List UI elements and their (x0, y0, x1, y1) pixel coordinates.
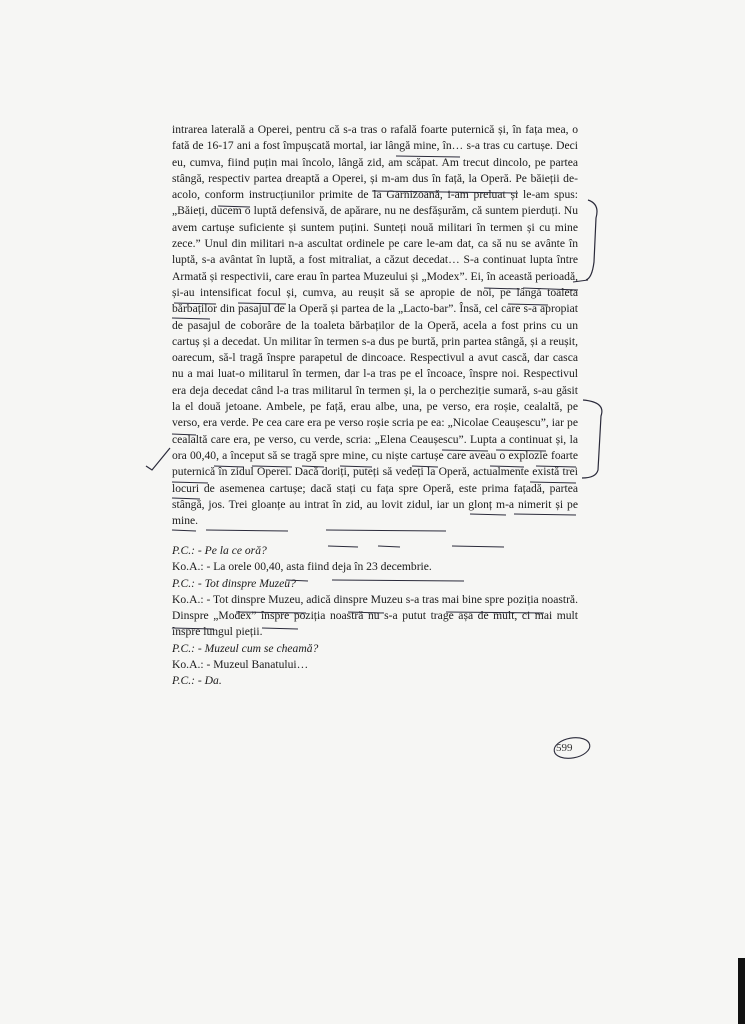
dialogue-line (172, 641, 578, 657)
checkmark-icon (146, 448, 170, 470)
underline-icon (172, 530, 196, 531)
dialogue-text: - Pe la ce oră? (197, 544, 267, 557)
scan-edge-mark (738, 958, 745, 1024)
dialogue-line (172, 543, 578, 559)
speaker-label: P.C.: (172, 674, 195, 688)
underline-icon (326, 530, 446, 531)
narrative-block (172, 122, 578, 529)
dialogue-line (172, 592, 578, 641)
speaker-label: Ko.A.: (172, 592, 204, 606)
dialogue-text: - Da. (197, 674, 222, 688)
dialogue-line (172, 673, 578, 689)
speaker-label: Ko.A.: (172, 658, 204, 672)
dialogue-text: - Tot dinspre Muzeu, adică dinspre Muzeu s-a tras mai bine spre poziția noastră. Dinspre „Modex” înspre poziția noastră nu s-a putut trage așa de mult, ci mai mult înspre lungul pieții. (172, 592, 578, 639)
dialogue-block (172, 543, 578, 690)
narrative-paragraph: intrarea laterală a Operei, pentru că s-a tras o rafală foarte puternică și, în fața mea, o fată de 16-17 ani a fost împușcată mortal, iar lângă mine, în… s-a tras cu cartușe. Deci eu, cumva, fiind puțin mai încolo, lângă zid, am scăpat. Am trecut dincolo, pe partea stângă, respectiv partea dreaptă a Operei, și m-am dus în față, la Operă. Pe băieții de-acolo, conform instrucțiunilor primite de la Garnizoană, i-am preluat și le-am spus: „Băieți, ducem o luptă defensivă, de apărare, nu ne desfășurăm, că suntem pierduți. Nu avem cartușe suficiente și suntem puțini. Sunteți nouă militari în termen și cu mine zece.” Unul din militari n-a ascultat ordinele pe care le-am dat, ca să nu se avânte în luptă, s-a avântat în luptă, a fost mitraliat, a căzut decedat… S-a continuat lupta între Armată și respectivii, care erau în partea Muzeului și „Modex”. Ei, în această perioadă, și-au intensificat focul și, cumva, au reușit să se apropie de noi, pe lângă toaleta bărbaților din pasajul de la Operă și partea de la „Lacto-bar”. Însă, cel care s-a apropiat de pasajul de coborâre de la toaleta bărbaților de la Operă, acela a fost prins cu un cartuș și a decedat. Un militar în termen s-a dus pe burtă, prin partea stângă, și a reușit, oarecum, să-l tragă înspre parapetul de dincoace. Respectivul a avut cască, dar casca nu a mai luat-o militarul în termen, dar l-a tras pe el încoace, înspre noi. Respectivul era deja decedat când l-a tras militarul în termen și, la o percheziție sumară, s-au găsit la el două jetoane. Ambele, pe față, erau albe, una, pe verso, era roșie, cealaltă, pe verso, era verde. Pe cea care era pe verso roșie scria pe ea: „Nicolae Ceaușescu”, iar pe cealaltă care era, pe verso, cu verde, scria: „Elena Ceaușescu”. Lupta a continuat și, la ora 00,40, a început să se tragă spre mine, cu niște cartușe care aveau o explozie foarte puternică în zidul Operei. Dacă doriți, puteți să vedeți la Operă, actualmente există trei locuri de asemenea cartușe; dacă stați cu fața spre Operă, este prima fațadă, partea stângă, jos. Trei gloanțe au intrat în zid, au lovit zidul, iar un glonț m-a nimerit și pe mine. (172, 123, 578, 528)
speaker-label: P.C.: (172, 544, 195, 557)
margin-bracket-icon (582, 400, 602, 478)
dialogue-line (172, 576, 578, 592)
speaker-label: P.C.: (172, 641, 195, 655)
margin-bracket-icon (586, 200, 597, 280)
dialogue-text: - Muzeul Banatului… (206, 658, 309, 672)
speaker-label: Ko.A.: (172, 560, 204, 574)
page-number: 599 (556, 742, 573, 754)
dialogue-text: - La orele 00,40, asta fiind deja în 23 decembrie. (206, 560, 432, 574)
dialogue-line (172, 657, 578, 673)
dialogue-text: - Muzeul cum se cheamă? (197, 641, 319, 655)
dialogue-text: - Tot dinspre Muzeu? (197, 576, 296, 590)
dialogue-line (172, 559, 578, 575)
underline-icon (206, 530, 288, 531)
speaker-label: P.C.: (172, 576, 195, 590)
